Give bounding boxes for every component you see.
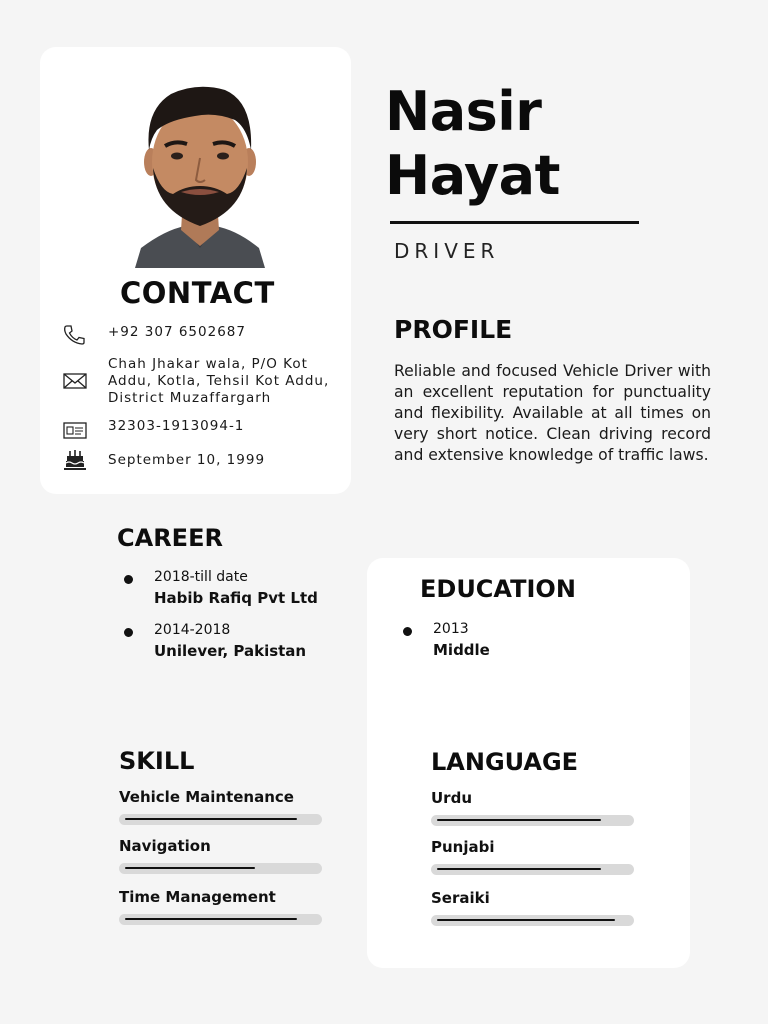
skills-name: Navigation: [119, 837, 211, 855]
career-date: 2014-2018: [154, 622, 231, 638]
skills-level-fill: [125, 818, 297, 820]
languages-name: Seraiki: [431, 889, 490, 907]
education-year: 2013: [433, 621, 469, 637]
profile-summary: Reliable and focused Vehicle Driver with an excellent reputation for punctuality and flexibility. Available at all times on very short notice. Clean driving record and extensive knowledge of traffic laws.: [394, 362, 711, 464]
languages-level-bar: [431, 915, 634, 926]
languages-name: Punjabi: [431, 838, 495, 856]
phone-icon: [62, 324, 88, 346]
languages-level-bar: [431, 815, 634, 826]
skills-level-bar: [119, 814, 322, 825]
career-heading: CAREER: [117, 524, 223, 552]
languages-name: Urdu: [431, 789, 472, 807]
id-number: 32303-1913094-1: [108, 418, 245, 434]
bullet-icon: [403, 627, 412, 636]
profile-photo: [135, 80, 265, 268]
address-line-2: Addu, Kotla, Tehsil Kot Addu,: [108, 373, 330, 389]
job-title: DRIVER: [394, 239, 500, 263]
career-date: 2018-till date: [154, 569, 248, 585]
skill-heading: SKILL: [119, 747, 195, 775]
career-company: Unilever, Pakistan: [154, 642, 307, 660]
id-card-icon: [62, 420, 88, 442]
contact-heading: CONTACT: [120, 276, 275, 310]
address-line-3: District Muzaffargarh: [108, 390, 272, 406]
first-name: Nasir: [385, 80, 542, 143]
address-line-1: Chah Jhakar wala, P/O Kot: [108, 356, 308, 372]
education-level: Middle: [433, 641, 490, 659]
bullet-icon: [124, 628, 133, 637]
languages-level-fill: [437, 868, 601, 870]
skills-name: Time Management: [119, 888, 276, 906]
bullet-icon: [124, 575, 133, 584]
skills-level-fill: [125, 867, 255, 869]
education-heading: EDUCATION: [420, 575, 576, 603]
name-divider: [390, 221, 639, 224]
candidate-name: [385, 80, 560, 208]
phone-number: +92 307 6502687: [108, 324, 246, 340]
last-name: Hayat: [385, 144, 560, 207]
languages-level-fill: [437, 919, 615, 921]
language-heading: LANGUAGE: [431, 748, 579, 776]
skills-level-bar: [119, 914, 322, 925]
languages-level-bar: [431, 864, 634, 875]
languages-level-fill: [437, 819, 601, 821]
skills-level-fill: [125, 918, 297, 920]
skills-level-bar: [119, 863, 322, 874]
profile-heading: PROFILE: [394, 315, 513, 344]
envelope-icon: [62, 372, 88, 394]
birth-date: September 10, 1999: [108, 452, 266, 468]
skills-name: Vehicle Maintenance: [119, 788, 294, 806]
birthday-cake-icon: [62, 448, 88, 470]
career-company: Habib Rafiq Pvt Ltd: [154, 589, 318, 607]
